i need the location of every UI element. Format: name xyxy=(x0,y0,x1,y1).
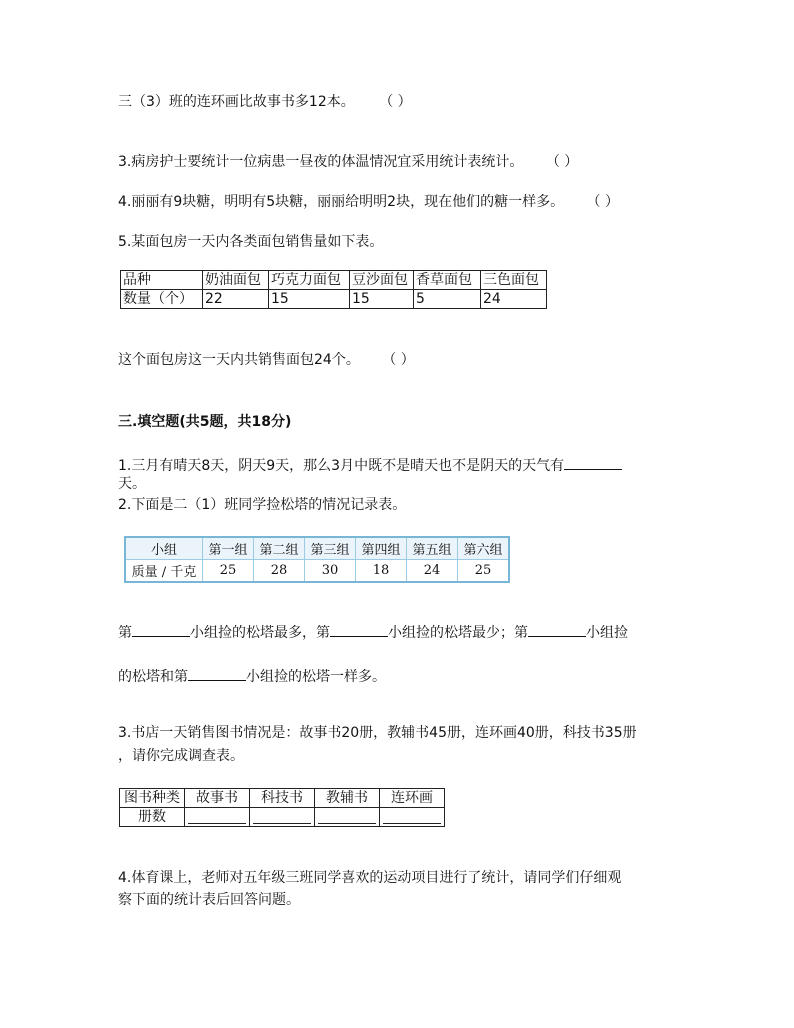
table-header-cell: 故事书 xyxy=(185,789,250,808)
table-row xyxy=(120,808,445,827)
table-row-label: 数量（个） xyxy=(121,290,203,309)
bread-sales-table xyxy=(120,270,547,309)
table-row xyxy=(125,560,509,583)
table-cell: 25 xyxy=(458,560,510,583)
question-4-candy xyxy=(118,192,619,212)
table-header-cell: 三色面包 xyxy=(481,271,547,290)
fill-question-4: 4.体育课上，老师对五年级三班同学喜欢的运动项目进行了统计，请同学们仔细观 xyxy=(118,870,622,886)
answer-blank[interactable] xyxy=(330,622,388,637)
answer-bracket: （ ） xyxy=(586,194,619,210)
table-header-cell: 第二组 xyxy=(254,537,305,560)
table-cell: 15 xyxy=(269,290,350,309)
table-header-cell: 第五组 xyxy=(407,537,458,560)
table-header-cell: 第四组 xyxy=(356,537,407,560)
question-text: 4.丽丽有9块糖，明明有5块糖，丽丽给明明2块，现在他们的糖一样多。 xyxy=(118,194,565,210)
table-header-cell: 品种 xyxy=(121,271,203,290)
answer-text: 小组捡的松塔一样多。 xyxy=(246,669,386,685)
table-cell: 24 xyxy=(407,560,458,583)
table-row-label: 册数 xyxy=(120,808,185,827)
answer-text: 小组捡 xyxy=(586,625,628,641)
question-5-bread xyxy=(118,232,383,252)
table-header-cell: 科技书 xyxy=(250,789,315,808)
table-header-row xyxy=(120,789,445,808)
table-cell: 28 xyxy=(254,560,305,583)
book-sales-table xyxy=(119,788,445,827)
fill-question-2-answer-line-2 xyxy=(118,666,386,687)
table-header-cell: 图书种类 xyxy=(120,789,185,808)
section-heading: 三.填空题(共5题，共18分) xyxy=(118,414,292,430)
answer-bracket: （ ） xyxy=(379,94,412,110)
fill-question-1-continued: 天。 xyxy=(118,476,146,492)
answer-blank[interactable] xyxy=(564,455,622,470)
table-header-cell: 奶油面包 xyxy=(203,271,269,290)
question-text: 这个面包房这一天内共销售面包24个。 xyxy=(118,352,360,368)
fill-question-3: 3.书店一天销售图书情况是：故事书20册，教辅书45册，连环画40册，科技书35册 xyxy=(118,725,637,741)
question-5-statement xyxy=(118,350,415,370)
table-cell: 5 xyxy=(414,290,481,309)
table-header-cell: 巧克力面包 xyxy=(269,271,350,290)
table-header-cell: 教辅书 xyxy=(315,789,380,808)
answer-text: 小组捡的松塔最多，第 xyxy=(190,625,330,641)
table-header-cell: 香草面包 xyxy=(414,271,481,290)
question-text: 3.病房护士要统计一位病患一昼夜的体温情况宜采用统计表统计。 xyxy=(118,154,524,170)
answer-blank-cell[interactable] xyxy=(380,808,445,827)
question-text: 三（3）班的连环画比故事书多12本。 xyxy=(118,94,355,110)
table-header-row xyxy=(125,537,509,560)
answer-bracket: （ ） xyxy=(545,154,579,170)
answer-text: 小组捡的松塔最少；第 xyxy=(388,625,528,641)
pine-cone-table xyxy=(124,536,510,583)
table-header-cell: 第六组 xyxy=(458,537,510,560)
table-header-cell: 豆沙面包 xyxy=(350,271,414,290)
table-cell: 18 xyxy=(356,560,407,583)
fill-question-4-continued: 察下面的统计表后回答问题。 xyxy=(118,892,300,908)
table-cell: 15 xyxy=(350,290,414,309)
table-header-cell: 小组 xyxy=(125,537,203,560)
question-class3-comics xyxy=(118,92,412,112)
answer-text: 第 xyxy=(118,625,132,641)
table-cell: 22 xyxy=(203,290,269,309)
answer-blank-cell[interactable] xyxy=(250,808,315,827)
table-row-label: 质量 / 千克 xyxy=(125,560,203,583)
fill-question-2: 2.下面是二（1）班同学捡松塔的情况记录表。 xyxy=(118,497,407,513)
answer-blank[interactable] xyxy=(188,666,246,681)
question-3-temperature xyxy=(118,152,578,172)
answer-blank-cell[interactable] xyxy=(315,808,380,827)
fill-question-2-answer-line-1 xyxy=(118,622,628,643)
table-row xyxy=(121,290,547,309)
answer-blank-cell[interactable] xyxy=(185,808,250,827)
answer-blank[interactable] xyxy=(528,622,586,637)
table-header-cell: 第三组 xyxy=(305,537,356,560)
table-cell: 30 xyxy=(305,560,356,583)
table-header-row xyxy=(121,271,547,290)
table-cell: 24 xyxy=(481,290,547,309)
table-header-cell: 连环画 xyxy=(380,789,445,808)
question-text: 1.三月有晴天8天，阴天9天，那么3月中既不是晴天也不是阴天的天气有 xyxy=(118,458,565,474)
answer-text: 的松塔和第 xyxy=(118,669,188,685)
table-cell: 25 xyxy=(203,560,254,583)
answer-bracket: （ ） xyxy=(382,352,415,368)
question-text: 5.某面包房一天内各类面包销售量如下表。 xyxy=(118,234,384,250)
answer-blank[interactable] xyxy=(132,622,190,637)
fill-question-3-continued: ，请你完成调查表。 xyxy=(118,748,244,764)
fill-question-1 xyxy=(118,455,622,476)
table-header-cell: 第一组 xyxy=(203,537,254,560)
